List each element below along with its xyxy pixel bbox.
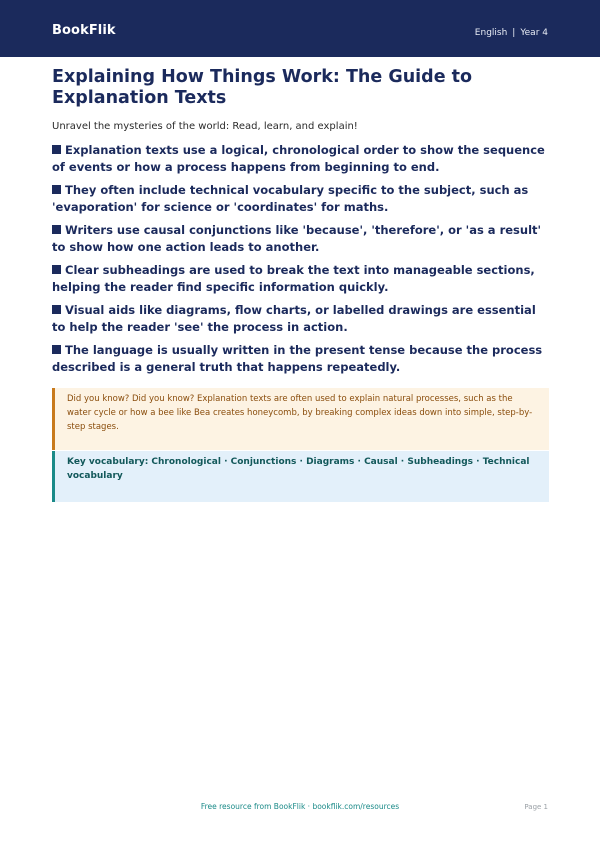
brand-logo[interactable]: BookFlik [52, 23, 116, 38]
top-bar [0, 0, 600, 57]
page-subtitle: Unravel the mysteries of the world: Read, learn, and explain! [52, 121, 358, 132]
page-title: Explaining How Things Work: The Guide to Explanation Texts [52, 67, 473, 108]
year-label: Year 4 [520, 28, 548, 38]
square-bullet-icon [52, 345, 61, 354]
list-item [52, 142, 552, 176]
key-points-list [52, 142, 552, 382]
point-text: Explanation texts use a logical, chronological order to show the sequence of events or how a process happens from beginning to end. [52, 143, 545, 174]
did-you-know-callout: Did you know? Did you know? Explanation texts are often used to explain natural processes, such as the water cycle or how a bee like Bea creates honeycomb, by breaking complex ideas down into simple, step-by-step stages. [52, 388, 549, 450]
list-item [52, 342, 552, 376]
page-number: Page 1 [524, 803, 548, 811]
square-bullet-icon [52, 145, 61, 154]
list-item [52, 182, 552, 216]
subject-label: English [474, 28, 508, 38]
meta-separator: | [512, 28, 516, 38]
square-bullet-icon [52, 305, 61, 314]
point-text: Clear subheadings are used to break the text into manageable sections, helping the reader find specific information quickly. [52, 263, 535, 294]
point-text: Writers use causal conjunctions like 'because', 'therefore', or 'as a result' to show how one action leads to another. [52, 223, 542, 254]
point-text: The language is usually written in the present tense because the process described is a general truth that happens repeatedly. [52, 343, 543, 374]
square-bullet-icon [52, 185, 61, 194]
footer-link[interactable]: Free resource from BookFlik · bookflik.com/resources [200, 802, 400, 811]
point-text: They often include technical vocabulary specific to the subject, such as 'evaporation' for science or 'coordinates' for maths. [52, 183, 529, 214]
key-vocabulary-box: Key vocabulary: Chronological · Conjunctions · Diagrams · Causal · Subheadings · Technical vocabulary [52, 451, 549, 502]
list-item [52, 302, 552, 336]
square-bullet-icon [52, 225, 61, 234]
square-bullet-icon [52, 265, 61, 274]
list-item [52, 262, 552, 296]
list-item [52, 222, 552, 256]
point-text: Visual aids like diagrams, flow charts, or labelled drawings are essential to help the reader 'see' the process in action. [52, 303, 536, 334]
subject-meta [475, 28, 548, 38]
